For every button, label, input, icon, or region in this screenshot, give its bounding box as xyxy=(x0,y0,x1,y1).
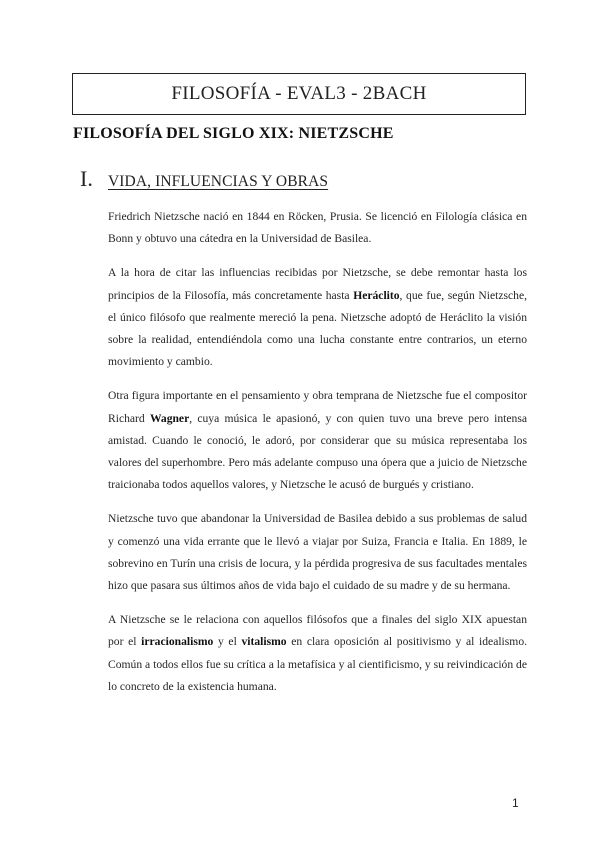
paragraph-heraclito xyxy=(108,262,527,373)
paragraph-biography xyxy=(108,206,527,250)
chapter-number: I. xyxy=(80,166,93,191)
bold-term-wagner: Wagner xyxy=(149,411,190,425)
bold-term-irracionalismo: irracionalismo xyxy=(141,635,214,649)
paragraph-irrationalism xyxy=(108,609,527,698)
bold-term-heraclito: Heráclito xyxy=(353,288,400,302)
body-text xyxy=(108,206,527,710)
paragraph-text: Otra figura importante en el pensamiento y obra temprana de Nietzsche fue el compositor Richard xyxy=(108,389,527,425)
paragraph-text: Friedrich Nietzsche nació en 1844 en Röcken, Prusia. Se licenció en Filología clásica en Bonn y obtuvo una cátedra en la Universidad de Basilea. xyxy=(108,210,527,246)
paragraph-text: Nietzsche tuvo que abandonar la Universidad de Basilea debido a sus problemas de salud y comenzó una vida errante que le llevó a viajar por Suiza, Francia e Italia. En 1889, le sobrevino en Turín una crisis de locura, y la pérdida progresiva de sus facultades mentales hizo que pasara sus últimos años de vida bajo el cuidado de su madre y de su hermana. xyxy=(108,512,527,593)
section-title: FILOSOFÍA DEL SIGLO XIX: NIETZSCHE xyxy=(73,125,394,142)
paragraph-text: , cuya música le apasionó, y con quien tuvo una breve pero intensa amistad. Cuando le conoció, le adoró, por considerar que su música representaba los valores del superhombre. Pero más adelante compuso una ópera que a juicio de Nietzsche traicionaba todos aquellos valores, y Nietzsche le acusó de burgués y cristiano. xyxy=(108,411,527,492)
paragraph-text: , que fue, según Nietzsche, el único filósofo que realmente mereció la pena. Nietzsche adoptó de Heráclito la visión sobre la realidad, entendiéndola como una lucha constante entre contrarios, un eterno movimiento y cambio. xyxy=(108,288,527,369)
paragraph-illness xyxy=(108,508,527,597)
header-box xyxy=(72,73,526,115)
page-number: 1 xyxy=(512,796,519,810)
chapter-title: VIDA, INFLUENCIAS Y OBRAS xyxy=(108,173,329,190)
header-title: FILOSOFÍA - EVAL3 - 2BACH xyxy=(171,83,427,104)
paragraph-text: y el xyxy=(213,635,242,649)
bold-term-vitalismo: vitalismo xyxy=(241,635,287,649)
paragraph-text: A Nietzsche se le relaciona con aquellos filósofos que a finales del siglo XIX apuestan por el xyxy=(108,613,527,649)
paragraph-wagner xyxy=(108,385,527,496)
paragraph-text: A la hora de citar las influencias recibidas por Nietzsche, se debe remontar hasta los principios de la Filosofía, más concretamente hasta xyxy=(108,266,527,302)
paragraph-text: en clara oposición al positivismo y al idealismo. Común a todos ellos fue su crítica a la metafísica y al cientificismo, y su reivindicación de lo concreto de la existencia humana. xyxy=(108,635,528,693)
chapter-heading xyxy=(80,166,328,192)
